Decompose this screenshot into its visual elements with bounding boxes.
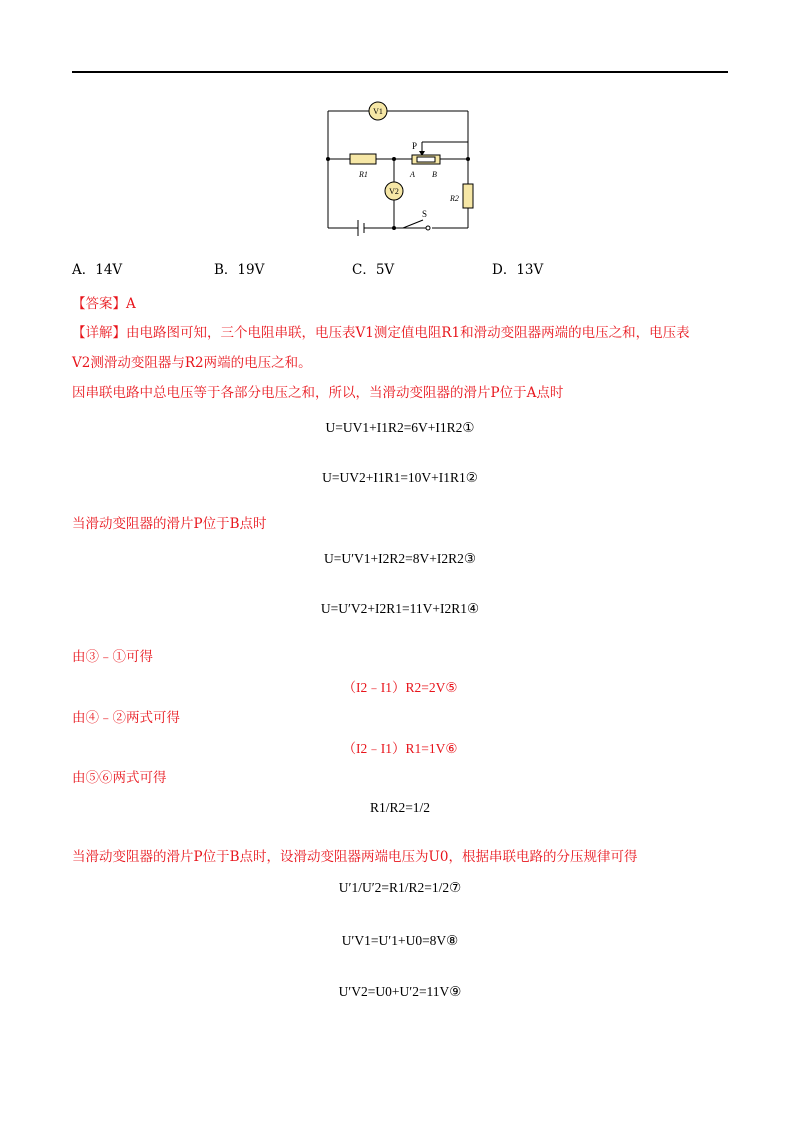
detail-label: 【详解】 <box>72 325 126 341</box>
equation-10: U′V2=U0+U′2=11V⑨ <box>338 984 462 999</box>
answer-line: 【答案】A <box>72 296 136 312</box>
equation-8: U′1/U′2=R1/R2=1/2⑦ <box>338 880 462 895</box>
equation-2: U=UV2+I1R1=10V+I1R1② <box>322 470 478 485</box>
slider-p-label: P <box>412 141 418 151</box>
detail-line-5: 由③﹣①可得 <box>72 649 153 665</box>
detail-line-3: 因串联电路中总电压等于各部分电压之和，所以，当滑动变阻器的滑片P位于A点时 <box>72 385 564 401</box>
a-point-label: A <box>410 170 415 179</box>
v2-label: V2 <box>389 187 399 196</box>
detail-line-1 <box>72 321 690 341</box>
option-b: B．19V <box>214 262 265 278</box>
header-rule <box>72 71 728 73</box>
equation-6: （I2﹣I1）R1=1V⑥ <box>342 741 458 756</box>
equation-9: U′V1=U′1+U0=8V⑧ <box>341 933 459 948</box>
r2-label: R2 <box>450 194 459 203</box>
option-a: A．14V <box>72 262 123 278</box>
option-d: D．13V <box>492 262 544 278</box>
equation-1: U=UV1+I1R2=6V+I1R2① <box>325 420 475 435</box>
detail-line-2: V2测滑动变阻器与R2两端的电压之和。 <box>72 355 312 371</box>
v1-label: V1 <box>373 107 383 116</box>
circuit-diagram <box>318 96 486 236</box>
equation-5: （I2﹣I1）R2=2V⑤ <box>342 680 458 695</box>
equation-3: U=U′V1+I2R2=8V+I2R2③ <box>323 551 476 566</box>
b-point-label: B <box>432 170 437 179</box>
option-c: C．5V <box>352 262 395 278</box>
detail-text-1: 由电路图可知，三个电阻串联，电压表V1测定值电阻R1和滑动变阻器两端的电压之和，电压表 <box>126 325 690 341</box>
r1-label: R1 <box>359 170 368 179</box>
detail-line-4: 当滑动变阻器的滑片P位于B点时 <box>72 516 267 532</box>
detail-line-8: 当滑动变阻器的滑片P位于B点时，设滑动变阻器两端电压为U0，根据串联电路的分压规律可得 <box>72 849 638 865</box>
equation-7: R1/R2=1/2 <box>369 800 431 815</box>
detail-line-6: 由④﹣②两式可得 <box>72 710 180 726</box>
equation-4: U=U′V2+I2R1=11V+I2R1④ <box>320 601 480 616</box>
switch-label: S <box>422 209 428 219</box>
detail-line-7: 由⑤⑥两式可得 <box>72 770 167 786</box>
